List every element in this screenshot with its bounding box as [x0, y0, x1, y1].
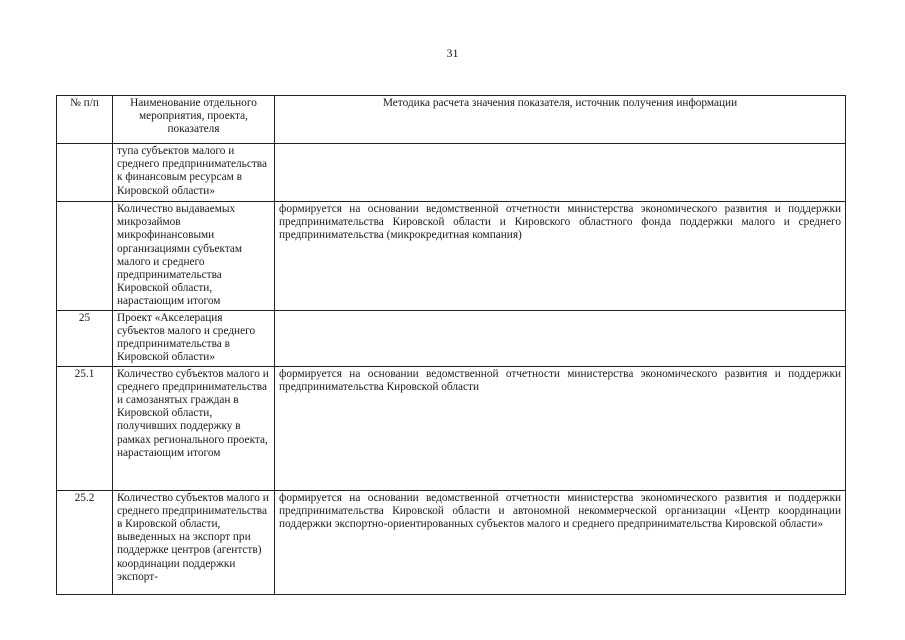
table-row [57, 310, 846, 366]
table-header-row [57, 96, 846, 144]
table-row [57, 202, 846, 311]
row-method: формируется на основании ведомственной отчетности министерства экономического развития и поддержки предпринимательства Кировской области и Кировского областного фонда поддержки малого и среднего предпринимательства (микрокредитная компания) [275, 202, 846, 311]
header-method: Методика расчета значения показателя, источник получения информации [275, 96, 846, 144]
row-name: Проект «Акселерация субъектов малого и среднего предпринимательства в Кировской области» [113, 310, 275, 366]
indicator-methodology-table [56, 95, 846, 595]
page-number: 31 [446, 46, 459, 60]
row-method [275, 144, 846, 202]
row-name: Количество субъектов малого и среднего предпринимательства в Кировской области, выведенных на экспорт при поддержке центров (агентств) координации поддержки экспорт- [113, 490, 275, 594]
row-name: Количество субъектов малого и среднего предпринимательства и самозанятых граждан в Кировской области, получивших поддержку в рамках регионального проекта, нарастающим итогом [113, 366, 275, 490]
row-num [57, 144, 113, 202]
row-num: 25.2 [57, 490, 113, 594]
header-name: Наименование отдельного мероприятия, проекта, показателя [113, 96, 275, 144]
row-name: Количество выдаваемых микрозаймов микрофинансовыми организациями субъектам малого и среднего предпринимательства Кировской области, нарастающим итогом [113, 202, 275, 311]
table-row [57, 490, 846, 594]
row-name: тупа субъектов малого и среднего предпринимательства к финансовым ресурсам в Кировской области» [113, 144, 275, 202]
header-num: № п/п [57, 96, 113, 144]
row-method [275, 310, 846, 366]
row-num: 25 [57, 310, 113, 366]
row-method: формируется на основании ведомственной отчетности министерства экономического развития и поддержки предпринимательства Кировской области и автономной некоммерческой организации «Центр координации поддержки экспортно-ориентированных субъектов малого и среднего предпринимательства Кировской области» [275, 490, 846, 594]
table-row [57, 366, 846, 490]
row-num: 25.1 [57, 366, 113, 490]
row-method: формируется на основании ведомственной отчетности министерства экономического развития и поддержки предпринимательства Кировской области [275, 366, 846, 490]
row-num [57, 202, 113, 311]
table-row [57, 144, 846, 202]
